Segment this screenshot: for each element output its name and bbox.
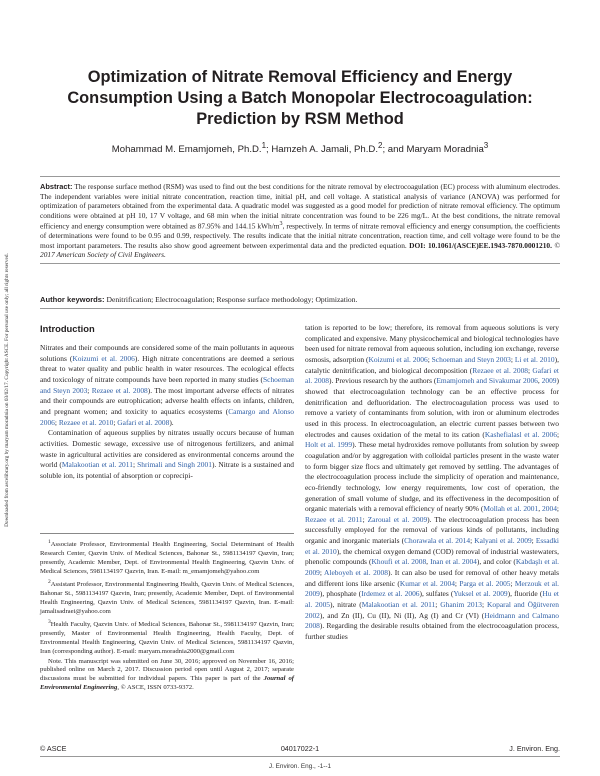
intro-heading: Introduction xyxy=(40,323,95,334)
citation-link[interactable]: Parga et al. 2005 xyxy=(459,578,511,588)
citation-link[interactable]: Rezaee et al. 2008 xyxy=(472,365,529,375)
citation-link[interactable]: Kumar et al. 2004 xyxy=(399,578,455,588)
abstract-label: Abstract: xyxy=(40,182,73,191)
citation-link[interactable]: Heidmann and Calmano 2008 xyxy=(305,610,559,631)
author-line xyxy=(30,141,570,155)
citation-link[interactable]: Gafari et al. 2008 xyxy=(117,417,170,427)
abstract-block xyxy=(40,176,560,264)
citation-link[interactable]: Emamjomeh and Sivakumar 2006 xyxy=(436,376,538,386)
intro-paragraph-2: Contamination of aqueous supplies by nitrates usually occurs because of human activities. Domestic sewage, excessive use of nitrogenous fertilizers, and animal waste in agricultural activities are considered as environmental concerns around the world (Malakootian et al. 2011; Shrimali and Singh 2001). Nitrate is a sustained and soluble ion, its potential of absorption or coprecipi- xyxy=(40,428,294,480)
citation-link[interactable]: 2009 xyxy=(541,376,557,386)
keywords-text: Denitrification; Electrocoagulation; Response surface methodology; Optimization. xyxy=(106,295,358,304)
citation-link[interactable]: Kalyani et al. 2009 xyxy=(474,536,532,546)
author-3-affil: 3 xyxy=(483,141,489,150)
citation-link[interactable]: Holt et al. 1999 xyxy=(305,440,353,450)
keywords-block xyxy=(40,294,560,309)
doi-link[interactable]: DOI: 10.1061/(ASCE)EE.1943-7870.0001210. xyxy=(409,240,552,250)
citation-link[interactable]: Rezaee et al. 2010 xyxy=(58,417,114,427)
citation-link[interactable]: Rezaee et al. 2011 xyxy=(305,514,363,524)
citation-link[interactable]: Gafari et al. 2008 xyxy=(305,365,559,386)
abstract-sup: 3 xyxy=(279,221,283,228)
keywords-label: Author keywords: xyxy=(40,295,105,304)
citation-link[interactable]: Malakootian et al. 2011 xyxy=(361,600,436,610)
footer-publisher: © ASCE xyxy=(40,744,67,753)
right-paragraph: tation is reported to be low; therefore, its removal from aqueous solutions is very complicated and expensive. Many physicochemical and biological technologies have been used for nitrate removal from aqueous solution, including ion exchange, reverse osmosis, adsorption (Koizumi et al. 2006; Schoeman and Steyn 2003; Li et al. 2010), catalytic denitrification, and biological decomposition (Rezaee et al. 2008; Gafari et al. 2008). Previous research by the authors (Emamjomeh and Sivakumar 2006, 2009) showed that electrocoagulation technology can be an effective process for denitrification and defluoridation. The electrocoagulation process was used to remove a variety of contaminants from solution, with iron or aluminum electrodes used in this process. In electrocoagulation, an electric current passes between two electrodes and causes oxidation of the metal to its cation (Kashefialasl et al. 2006; Holt et al. 1999). These metal hydroxides remove pollutants from solution by sweep coagulation and/or by aggregation with colloidal particles present in the waste water to form bigger size flocs and ultimately get removed by settling. The advantages of the electrocoagulation process include the simplicity of operation and maintenance, eco-friendly technology, low energy requirements, low cost of operation, the generation of small volume of sludge, and its effectiveness in the decomposition of organic materials with a removal efficiency of nearly 90% (Mollah et al. 2001, 2004; Rezaee et al. 2011; Zaroual et al. 2009). The electrocoagulation process has been successfully employed for the removal of various kinds of pollutants, including organic and inorganic materials (Chorawala et al. 2014; Kalyani et al. 2009; Essadki et al. 2010), the chemical oxygen demand (COD) removal of industrial wastewaters, phenolic compounds (Khoufi et al. 2008, Inan et al. 2004), and color (Kabdaşlı et al. 2009; Aleboyeh et al. 2008). It can also be used for removal of other heavy metals and different ions like arsenic (Kumar et al. 2004; Parga et al. 2005; Merzouk et al. 2009), phosphate (Irdemez et al. 2006), sulfates (Yuksel et al. 2009), fluoride (Hu et al. 2005), nitrate (Malakootian et al. 2011; Ghanim 2013; Koparal and Öğütveren 2002), and Zn (II), Cu (II), Ni (II), Ag (I) and Cr (VI) (Heidmann and Calmano 2008). Regarding the desirable results obtained from the electrocoagulation process, further studies xyxy=(305,323,560,642)
citation-link[interactable]: Schoeman and Steyn 2003 xyxy=(40,374,294,395)
citation-link[interactable]: Yuksel et al. 2009 xyxy=(453,589,508,599)
citation-link[interactable]: Malakootian et al. 2011 xyxy=(61,460,133,470)
footer-journal: J. Environ. Eng. xyxy=(509,744,560,753)
citation-link[interactable]: Rezaee et al. 2008 xyxy=(91,385,148,395)
intro-paragraph-1: Nitrates and their compounds are considered some of the main pollutants in aqueous solutions (Koizumi et al. 2006). High nitrate concentrations are deemed a serious threat to water quality and public health in water resources. The ecological effects and toxicology of nitrate compounds have been reported in many studies (Schoeman and Steyn 2003; Rezaee et al. 2008). The most important adverse effects of nitrates and their compounds are eutrophication; adverse health effects on infants, children, and pregnant women; and toxicity to aquatics ecosystems (Camargo and Alonso 2006; Rezaee et al. 2010; Gafari et al. 2008). xyxy=(40,343,295,427)
journal-name: Journal of Environmental Engineering xyxy=(40,675,294,692)
page-footer xyxy=(40,744,560,754)
author-2-affil: 2 xyxy=(378,141,383,150)
citation-link[interactable]: Koizumi et al. 2006 xyxy=(368,354,428,364)
citation-link[interactable]: Hu et al. 2005 xyxy=(305,589,559,610)
citation-link[interactable]: Essadki et al. 2010 xyxy=(305,536,559,556)
citation-link[interactable]: Mollah et al. 2001 xyxy=(483,504,539,514)
author-3: ; and Maryam Moradnia xyxy=(382,144,484,156)
citation-link[interactable]: Camargo and Alonso 2006 xyxy=(40,406,295,427)
citation-link[interactable]: Chorawala et al. 2014 xyxy=(404,536,471,546)
page-citation: J. Environ. Eng., -1--1 xyxy=(268,763,332,770)
footnote-2: $^2$Assistant Professor, Environmental Engineering Health, Qazvin Univ. of Medical Sciences, Bahonar St., 5981134197 Qazvin, Iran; presently, Academic Member, Dept. of Environmental Health Engineering, Qazvin Univ. of Medical Sciences, 5981134197 Qazvin, Iran. E-mail: jamalisadraei@yahoo.com xyxy=(40,578,294,615)
submission-note: Note. This manuscript was submitted on June 30, 2016; approved on November 16, 2016; published online on March 2, 2017. Discussion period open until August 2, 2017; separate discussions must be submitted for individual papers. This paper is part of the Journal of Environmental Engineering, © ASCE, ISSN 0733-9372. xyxy=(40,657,294,692)
citation-link[interactable]: Kabdaşlı et al. 2009 xyxy=(305,557,559,578)
author-1-affil: 1 xyxy=(261,141,267,150)
abstract-text-1: The response surface method (RSM) was used to find out the best conditions for the nitrate removal by electrocoagulation (EC) process with aluminum electrodes. The independent variables were initial nitrate concentration, reaction time, initial pH, and cell voltage. A statistical analysis of variance (ANOVA) was performed for optimization of parameters obtained from the experimental data. A quadratic model was suggested as a good model for prediction of nitrate removal efficiency. The optimum conditions were obtained at pH 10, 17 V voltage, and 68 min when the initial nitrate concentration was found to be 226 mg/L. At the best conditions, the nitrate removal efficiency and energy consumption were obtained as 87.95% and 144.15 kWh/m xyxy=(40,182,561,231)
footer-article-number: 04017022-1 xyxy=(280,744,320,753)
citation-link[interactable]: Schoeman and Steyn 2003 xyxy=(431,354,511,364)
citation-link[interactable]: Merzouk et al. 2009 xyxy=(305,578,559,599)
right-column xyxy=(305,323,559,643)
download-note: Downloaded from ascelibrary.org by maryam moradnia on 03/02/17. Copyright ASCE. For personal use only; all rights reserved. xyxy=(4,253,10,527)
citation-link[interactable]: Ghanim 2013 xyxy=(440,600,483,610)
citation-link[interactable]: Khoufi et al. 2008 xyxy=(371,557,427,567)
citation-link[interactable]: Shrimali and Singh 2001 xyxy=(137,460,212,470)
citation-link[interactable]: Zaroual et al. 2009 xyxy=(367,514,428,524)
footnotes xyxy=(40,533,294,694)
footnote-3: $^3$Health Faculty, Qazvin Univ. of Medical Sciences, Bahonar St., 5981134197 Qazvin, Iran; presently, Master of Environmental Health Engineering, Health Faculty, Dept. of Environmental Health Engineering, Qazvin Univ. of Medical Sciences, 5981134197 Qazvin, Iran (corresponding author). E-mail: maryam.moradnia2000@gmail.com xyxy=(40,618,294,655)
citation-link[interactable]: Aleboyeh et al. 2008 xyxy=(324,568,388,578)
citation-link[interactable]: Koparal and Öğütveren 2002 xyxy=(305,600,559,620)
citation-link[interactable]: 2004 xyxy=(542,504,557,514)
citation-link[interactable]: Kashefialasl et al. 2006 xyxy=(484,429,557,439)
citation-link[interactable]: Inan et al. 2004 xyxy=(430,557,477,567)
footnote-1: $^1$Associate Professor, Environmental Health Engineering, Social Determinant of Health Research Center, Qazvin Univ. of Medical Sciences, Bahonar St., 5981134197 Qazvin, Iran; presently, Academic Member, Dept. of Environmental Health Engineering, Qazvin Univ. of Medical Sciences, 5981134197 Qazvin, Iran. E-mail: m_emamjomeh@yahoo.com xyxy=(40,539,294,575)
footer-rule xyxy=(40,756,560,757)
citation-link[interactable]: Koizumi et al. 2006 xyxy=(72,353,135,363)
abstract-copyright: © 2017 American Society of Civil Engineers. xyxy=(40,240,560,260)
abstract-text-2: , respectively. In terms of nitrate removal efficiency and energy consumption, the coefficients of determinations were found to be 0.95 and 0.99, respectively. The results indicate that the initial nitrate concentration, reaction time, and cell voltage were found to be the most important parameters. The results also show good agreement between experimental data and the predicted equation. xyxy=(40,221,560,250)
left-column xyxy=(40,323,294,482)
paper-title: Optimization of Nitrate Removal Efficiency and Energy Consumption Using a Batch Monopolar Electrocoagulation: Prediction by RSM Method xyxy=(67,68,533,128)
citation-link[interactable]: Li et al. 2010 xyxy=(514,354,555,364)
author-2: ; Hamzeh A. Jamali, Ph.D. xyxy=(266,144,379,156)
citation-link[interactable]: Irdemez et al. 2006 xyxy=(361,589,420,599)
author-1: Mohammad M. Emamjomeh, Ph.D. xyxy=(111,144,262,156)
